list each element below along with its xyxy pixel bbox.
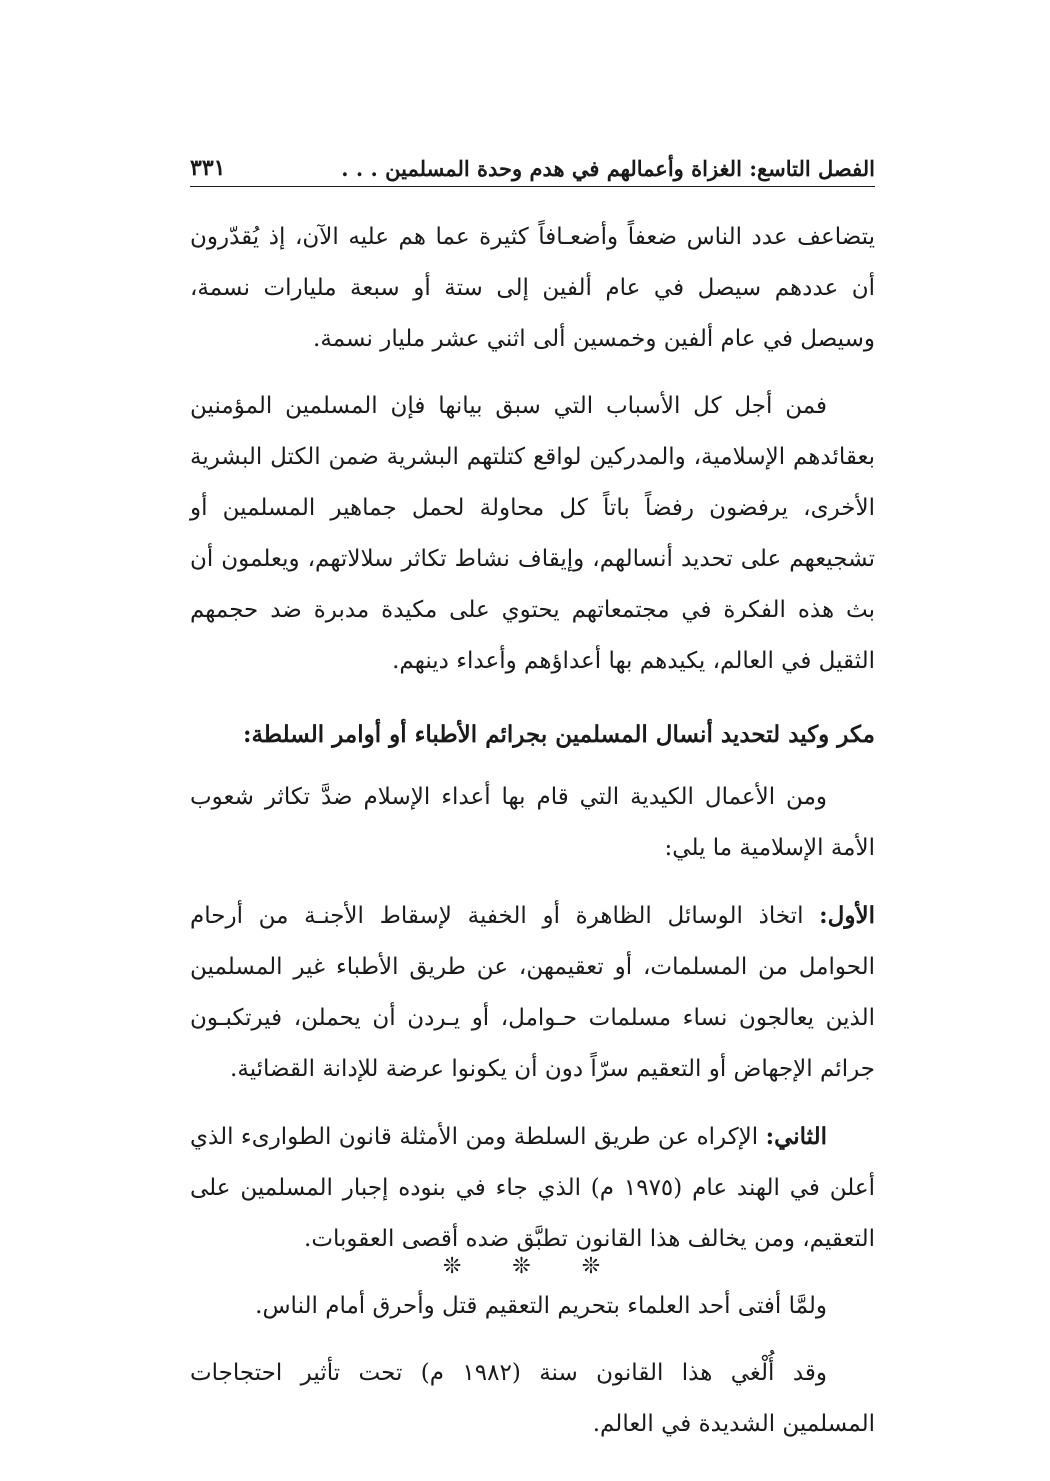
point-text: الإكراه عن طريق السلطة ومن الأمثلة قانون الطوارىء الذي أعلن في الهند عام (١٩٧٥ م) الذي جاء في بنوده إجبار المسلمين على التعقيم، ومن يخالف هذا القانون تطبَّق ضده أقصى العقوبات. (190, 1124, 875, 1252)
page-number: ٣٣١ (190, 155, 226, 181)
paragraph: ومن الأعمال الكيدية التي قام بها أعداء الإسلام ضدَّ تكاثر شعوب الأمة الإسلامية ما يلي: (190, 784, 875, 861)
paragraph-first-point (190, 890, 875, 1095)
header-rule (190, 186, 875, 187)
paragraph: ولمَّا أفتى أحد العلماء بتحريم التعقيم قتل وأحرق أمام الناس. (255, 1293, 827, 1319)
point-text: اتخاذ الوسائل الظاهرة أو الخفية لإسقاط الأجنـة من أرحام الحوامل من المسلمات، أو تعقيمهن، عن طريق الأطباء غير المسلمين الذين يعالجون نساء مسلمات حـوامل، أو يـردن أن يحملن، فيرتكبـون جرائم الإجهاض أو التعقيم سرّاً دون أن يكونوا عرضة للإدانة القضائية. (190, 903, 875, 1082)
point-label: الأول: (819, 902, 875, 929)
paragraph: وقد أُلْغي هذا القانون سنة (١٩٨٢ م) تحت تأثير احتجاجات المسلمين الشديدة في العالم. (190, 1360, 875, 1437)
running-head (190, 150, 875, 186)
section-heading: مكر وكيد لتحديد أنسال المسلمين بجرائم الأطباء أو أوامر السلطة: (242, 721, 875, 748)
section-break-ornament: ❊ ❊ ❊ (442, 1254, 623, 1279)
paragraph-second-point (190, 1111, 875, 1265)
paragraph-continuation: يتضاعف عدد الناس ضعفاً وأضعـافاً كثيرة عما هم عليه الآن، إذ يُقدّرون أن عددهم سيصل في عام ألفين إلى ستة أو سبعة مليارات نسمة، وسيصل في عام ألفين وخمسين ألى اثني عشر مليار نسمة. (190, 224, 875, 352)
paragraph: فمن أجل كل الأسباب التي سبق بيانها فإن المسلمين المؤمنين بعقائدهم الإسلامية، والمدركين لواقع كتلتهم البشرية ضمن الكتل البشرية الأخرى، يرفضون رفضاً باتاً كل محاولة لحمل جماهير المسلمين أو تشجيعهم على تحديد أنسالهم، وإيقاف نشاط تكاثر سلالاتهم، ويعلمون أن بث هذه الفكرة في مجتمعاتهم يحتوي على مكيدة مدبرة ضد حجمهم الثقيل في العالم، يكيدهم بها أعداؤهم وأعداء دينهم. (190, 393, 875, 674)
point-label: الثاني: (765, 1123, 827, 1150)
chapter-title: الفصل التاسع: الغزاة وأعمالهم في هدم وحدة المسلمين . . . (341, 155, 875, 181)
